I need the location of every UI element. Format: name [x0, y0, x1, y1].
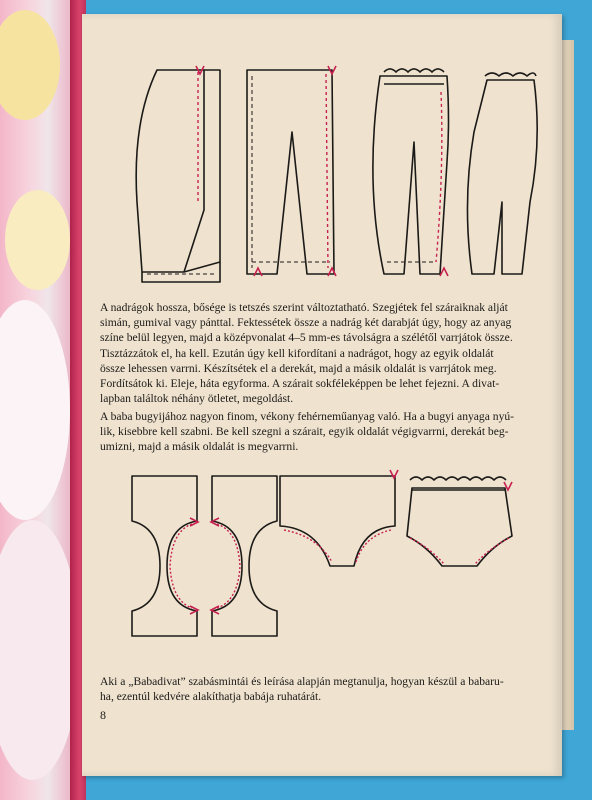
trouser-pattern-piece — [136, 70, 204, 272]
book-page — [82, 14, 562, 776]
panties-sewn — [280, 476, 395, 566]
doll-dress — [0, 520, 80, 780]
page-edge — [562, 40, 574, 730]
page-number: 8 — [100, 708, 106, 722]
doll-hair — [0, 10, 60, 120]
doll-hair — [5, 190, 70, 290]
trousers-sewn-flat — [247, 70, 334, 274]
closing-note: Aki a „Babadivat” szabásmintái és leírása alapján megtanulja, hogyan készül a babaru- ha, ezentúl kedvére alakíthatja babája ruhatárát. — [100, 675, 504, 704]
trousers-finished — [467, 80, 537, 274]
panties-pattern-pieces — [132, 476, 197, 636]
instructions-panties: A baba bugyijához nagyon finom, vékony fehérneműanyag való. Ha a bugyi anyaga nyú- lik, kisebbre kell szabni. Be kell szegni a szárait, egyik oldalát végigvarrni, derekát beg- umizni, majd a másik oldalát is megvarrni. — [100, 410, 515, 454]
panties-finished — [407, 488, 512, 566]
facing-page-photo — [0, 0, 80, 800]
trousers-diagram — [102, 62, 542, 298]
panties-diagram — [112, 466, 532, 656]
instructions-trousers: A nadrágok hossza, bősége is tetszés szerint változtatható. Szegjétek fel száraiknak alját simán, gumival vagy pánttal. Fektessétek össze a nadrág két darabját úgy, hogy az anyag színe belül legyen, majd a középvonalat 4–5 mm-es távolságra a szélétől varrjátok össze. Tisztázzátok el, ha kell. Ezután úgy kell kifordítani a nadrágot, hogy az egyik oldalát össze lehessen varrni. Készítsétek el a derekát, majd a másik oldalát is varrjátok meg. Fordítsátok ki. Eleje, háta egyforma. A szárait sokféleképpen be lehet fejezni. A divat- lapban találtok néhány ötletet, megoldást. — [100, 301, 513, 406]
doll-dress — [0, 300, 70, 520]
